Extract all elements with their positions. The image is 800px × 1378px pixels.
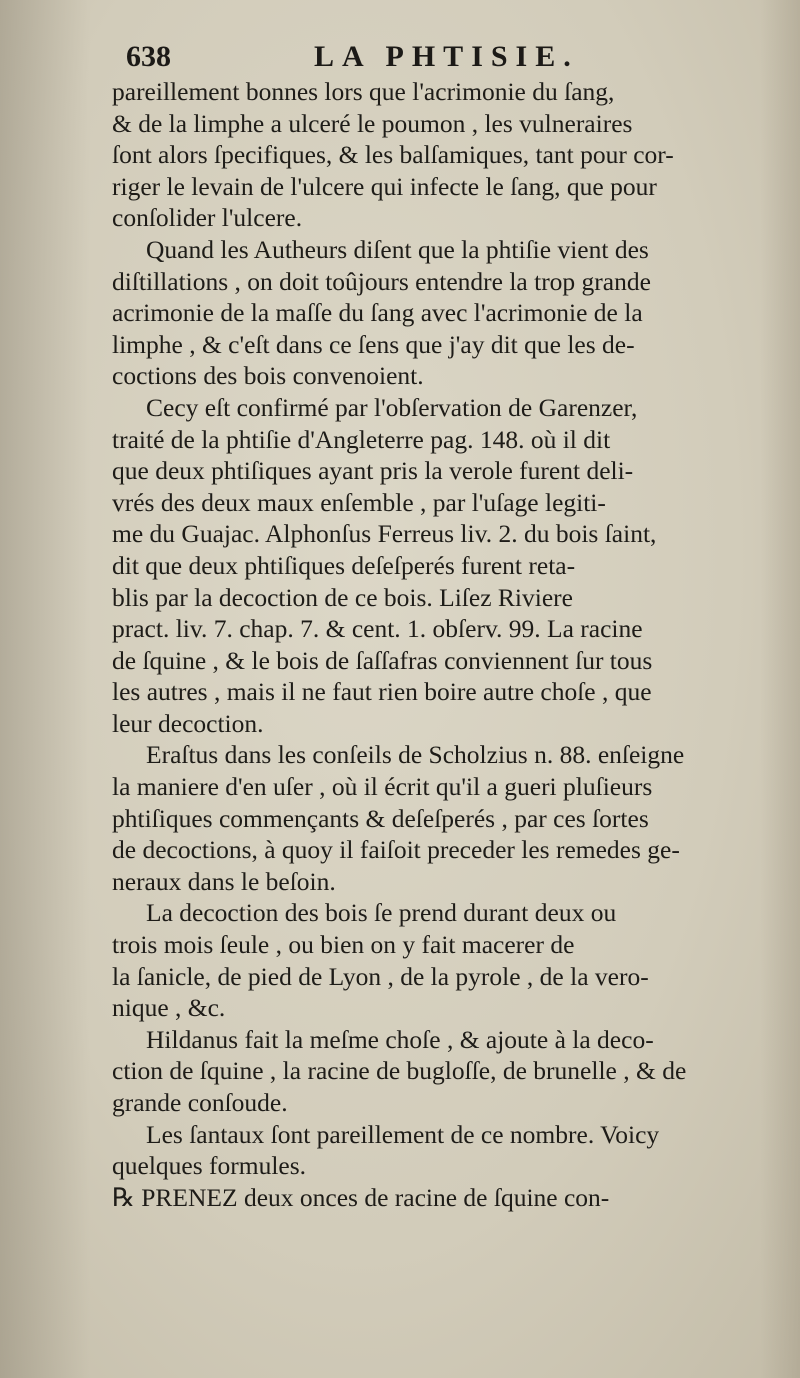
text-line: la ſanicle, de pied de Lyon , de la pyrole , de la vero-	[112, 961, 649, 991]
text-line: trois mois ſeule , ou bien on y fait macerer de	[112, 930, 575, 960]
text-line: nique , &c.	[112, 993, 226, 1023]
text-line: diſtillations , on doit toûjours entendre la trop grande	[112, 266, 651, 296]
paragraph-start-line: Cecy eſt confirmé par l'obſervation de Garenzer,	[146, 392, 638, 422]
text-line: blis par la decoction de ce bois. Liſez Riviere	[112, 582, 573, 612]
text-line: acrimonie de la maſſe du ſang avec l'acrimonie de la	[112, 298, 643, 328]
paragraph-start-line: Les ſantaux ſont pareillement de ce nombre. Voicy	[146, 1119, 660, 1149]
text-line: vrés des deux maux enſemble , par l'uſage legiti-	[112, 487, 606, 517]
body-text	[112, 76, 768, 1213]
text-line: coctions des bois convenoient.	[112, 361, 424, 391]
text-line: ction de ſquine , la racine de bugloſſe, de brunelle , & de	[112, 1056, 687, 1086]
text-line: dit que deux phtiſiques deſeſperés furent reta-	[112, 550, 576, 580]
paragraph-start-line: Hildanus fait la meſme choſe , & ajoute à la deco-	[146, 1024, 654, 1054]
text-line: la maniere d'en uſer , où il écrit qu'il a gueri pluſieurs	[112, 772, 653, 802]
text-line: les autres , mais il ne faut rien boire autre choſe , que	[112, 677, 652, 707]
text-line: conſolider l'ulcere.	[112, 203, 303, 233]
text-line: & de la limphe a ulceré le poumon , les vulneraires	[112, 108, 633, 138]
text-line: neraux dans le beſoin.	[112, 866, 336, 896]
text-line: traité de la phtiſie d'Angleterre pag. 148. où il dit	[112, 424, 611, 454]
paragraph-start-line: La decoction des bois ſe prend durant deux ou	[146, 898, 617, 928]
text-line: phtiſiques commençants & deſeſperés , par ces ſortes	[112, 803, 649, 833]
text-line: de ſquine , & le bois de ſaſſafras conviennent ſur tous	[112, 645, 653, 675]
running-title: LA PHTISIE.	[314, 40, 579, 73]
text-line: riger le levain de l'ulcere qui infecte le ſang, que pour	[112, 171, 657, 201]
text-line: que deux phtiſiques ayant pris la verole furent deli-	[112, 456, 634, 486]
text-line: pract. liv. 7. chap. 7. & cent. 1. obſerv. 99. La racine	[112, 614, 643, 644]
paragraph-start-line: Quand les Autheurs diſent que la phtiſie vient des	[146, 234, 649, 264]
text-line: leur decoction.	[112, 708, 264, 738]
text-line: ſont alors ſpecifiques, & les balſamiques, tant pour cor-	[112, 140, 674, 170]
text-line: grande conſoude.	[112, 1088, 288, 1117]
text-line: me du Guajac. Alphonſus Ferreus liv. 2. du bois ſaint,	[112, 519, 657, 549]
recipe-line: ℞ PRENEZ deux onces de racine de ſquine con-	[112, 1182, 610, 1212]
paragraph-start-line: Eraſtus dans les conſeils de Scholzius n. 88. enſeigne	[146, 740, 685, 770]
text-line: de decoctions, à quoy il faiſoit preceder les remedes ge-	[112, 835, 680, 865]
page-number: 638	[126, 40, 171, 73]
text-line: pareillement bonnes lors que l'acrimonie du ſang,	[112, 77, 615, 106]
binding-shadow	[0, 0, 90, 1378]
text-line: quelques formules.	[112, 1151, 307, 1181]
text-line: limphe , & c'eſt dans ce ſens que j'ay dit que les de-	[112, 329, 635, 359]
